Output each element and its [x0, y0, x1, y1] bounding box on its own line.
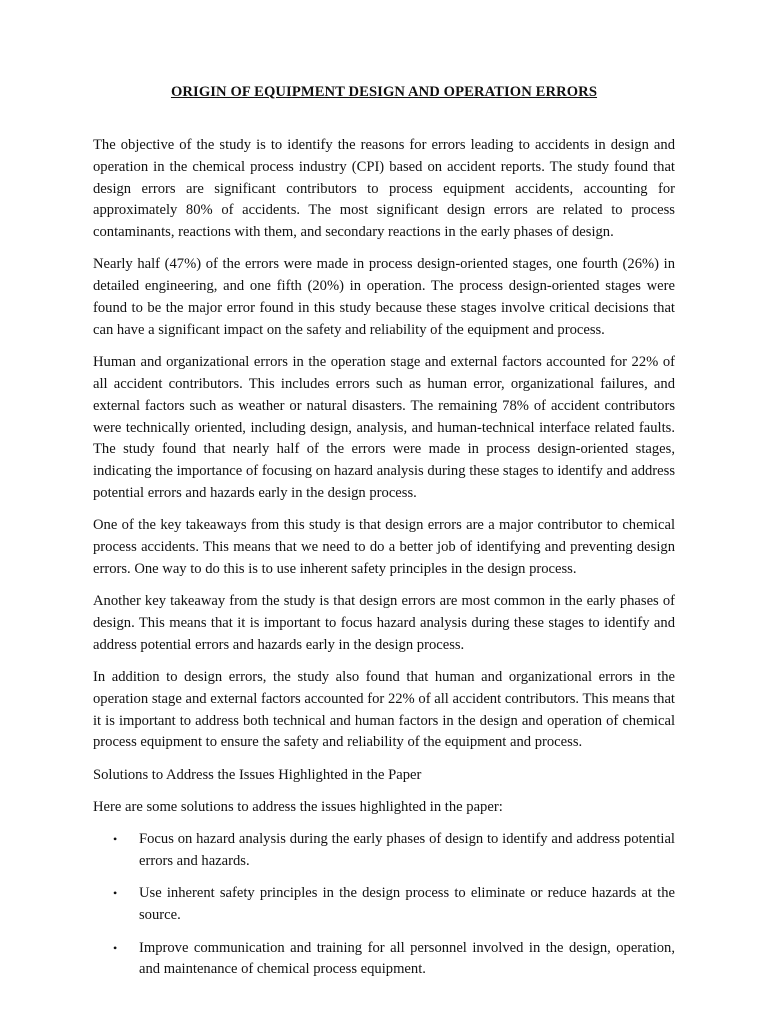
document-page [93, 84, 675, 992]
list-item-text: Use inherent safety principles in the design process to eliminate or reduce hazards at the source. [139, 885, 675, 924]
solutions-list [93, 829, 675, 981]
document-title: ORIGIN OF EQUIPMENT DESIGN AND OPERATION ERRORS [170, 84, 598, 100]
list-item [93, 938, 675, 982]
solutions-intro: Here are some solutions to address the issues highlighted in the paper: [93, 799, 503, 816]
list-item [93, 829, 675, 873]
paragraph-objective: The objective of the study is to identify the reasons for errors leading to accidents in design and operation in the chemical process industry (CPI) based on accident reports. The study found that design errors are significant contributors to process equipment accidents, accounting for approximately 80% of accidents. The most significant design errors are related to process contaminants, reactions with them, and secondary reactions in the early phases of design. [93, 137, 675, 241]
list-item-text: Focus on hazard analysis during the early phases of design to identify and address potential errors and hazards. [139, 831, 675, 870]
list-item [93, 883, 675, 927]
paragraph-key-takeaway-2: Another key takeaway from the study is that design errors are most common in the early phases of design. This means that it is important to focus hazard analysis during these stages to identify and address potential errors and hazards early in the design process. [93, 593, 675, 653]
bullet-icon: • [113, 886, 118, 901]
bullet-icon: • [113, 832, 118, 847]
paragraph-additional-findings: In addition to design errors, the study also found that human and organizational errors in the operation stage and external factors accounted for 22% of all accident contributors. This means that it is important to address both technical and human factors in the design and operation of chemical process equipment to ensure the safety and reliability of the equipment and process. [93, 669, 675, 751]
solutions-heading: Solutions to Address the Issues Highlighted in the Paper [93, 766, 422, 783]
paragraph-error-stages: Nearly half (47%) of the errors were made in process design-oriented stages, one fourth (26%) in detailed engineering, and one fifth (20%) in operation. The process design-oriented stages were found to be the major error found in this study because these stages involve critical decisions that can have a significant impact on the safety and reliability of the equipment and process. [93, 256, 675, 338]
bullet-icon: • [113, 940, 118, 955]
paragraph-human-factors: Human and organizational errors in the operation stage and external factors accounted for 22% of all accident contributors. This includes errors such as human error, organizational failures, and external factors such as weather or natural disasters. The remaining 78% of accident contributors were technically oriented, including design, analysis, and human-technical interface related faults. The study found that nearly half of the errors were made in process design-oriented stages, indicating the importance of focusing on hazard analysis during these stages to identify and address potential errors and hazards early in the design process. [93, 354, 675, 501]
paragraph-key-takeaway-1: One of the key takeaways from this study is that design errors are a major contributor to chemical process accidents. This means that we need to do a better job of identifying and preventing design errors. One way to do this is to use inherent safety principles in the design process. [93, 517, 675, 577]
list-item-text: Improve communication and training for all personnel involved in the design, operation, and maintenance of chemical process equipment. [139, 939, 675, 978]
